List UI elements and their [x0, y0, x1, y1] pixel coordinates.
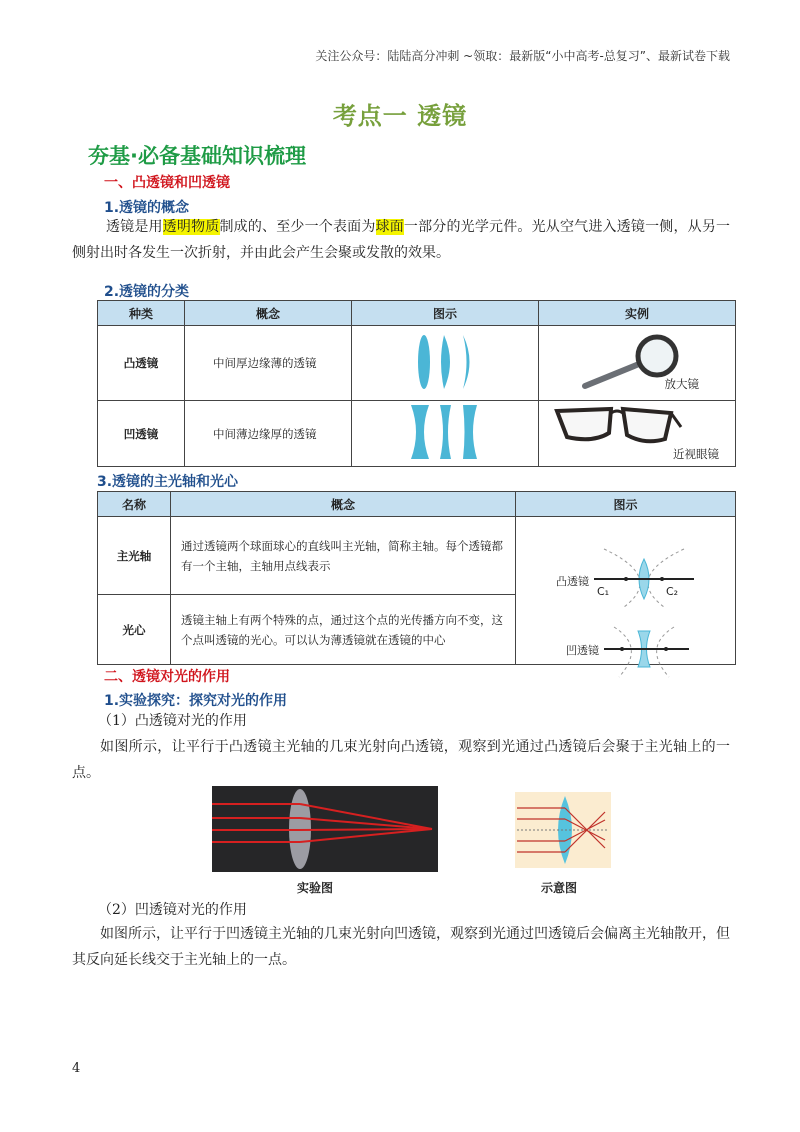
glasses-example: [539, 401, 736, 467]
lens-type-concept: 中间厚边缘薄的透镜: [185, 326, 352, 401]
optical-axis-diagram: [594, 547, 704, 687]
table-row: [98, 401, 736, 467]
caption-schematic: 示意图: [541, 881, 578, 895]
caption-experiment: 实验图: [297, 881, 334, 895]
classify-header: 概念: [185, 301, 352, 326]
fig-convex-label: 凸透镜: [556, 575, 589, 588]
classify-header: 种类: [98, 301, 185, 326]
lens-type-name: 凹透镜: [98, 401, 185, 467]
classify-heading: 2.透镜的分类: [104, 284, 190, 300]
concave-paragraph: 如图所示，让平行于凹透镜主光轴的几束光射向凹透镜，观察到光通过凹透镜后会偏离主光轴散开，但其反向延长线交于主光轴上的一点。: [72, 926, 730, 968]
axis-figure: [516, 517, 736, 665]
classify-table: [97, 300, 736, 467]
convex-paragraph: 如图所示，让平行于凸透镜主光轴的几束光射向凸透镜，观察到光通过凸透镜后会聚于主光轴上的一点。: [72, 739, 730, 781]
part1-heading: 一、凸透镜和凹透镜: [104, 175, 230, 191]
convex-lenses-icon: [400, 330, 490, 394]
table-row: [98, 517, 736, 595]
axis-header: 名称: [98, 492, 171, 517]
axis-term-name: 主光轴: [98, 517, 171, 595]
highlight-sphere: 球面: [375, 219, 404, 235]
table-row: [98, 326, 736, 401]
magnifier-example: [539, 326, 736, 401]
glasses-icon: [553, 405, 683, 451]
experiment-heading: 1.实验探究：探究对光的作用: [104, 693, 288, 709]
axis-header: 图示: [516, 492, 736, 517]
classify-header: 实例: [539, 301, 736, 326]
page-header: 关注公众号：陆陆高分冲刺 ~领取：最新版“小中高考-总复习”、最新试卷下载: [315, 49, 730, 63]
lens-type-name: 凸透镜: [98, 326, 185, 401]
convex-subheading: （1）凸透镜对光的作用: [98, 713, 247, 729]
convex-lens-figure: [352, 326, 539, 401]
fig-c1-label: C₁: [597, 585, 610, 598]
page-title: 考点一 透镜: [332, 102, 468, 130]
section-title: 夯基·必备基础知识梳理: [88, 144, 306, 168]
highlight-transparent-material: 透明物质: [162, 219, 220, 235]
lens-type-concept: 中间薄边缘厚的透镜: [185, 401, 352, 467]
example-label: 近视眼镜: [673, 447, 719, 461]
schematic-diagram: [515, 792, 611, 868]
page-number: 4: [72, 1061, 81, 1076]
axis-heading: 3.透镜的主光轴和光心: [97, 474, 239, 490]
concave-lens-figure: [352, 401, 539, 467]
example-label: 放大镜: [664, 377, 699, 391]
concave-lenses-icon: [395, 402, 495, 462]
fig-concave-label: 凹透镜: [566, 644, 599, 657]
concept-heading: 1.透镜的概念: [104, 200, 190, 216]
axis-term-concept: 通过透镜两个球面球心的直线叫主光轴，简称主轴。每个透镜都有一个主轴，主轴用点线表示: [171, 517, 516, 595]
axis-term-concept: 透镜主轴上有两个特殊的点，通过这个点的光传播方向不变，这个点叫透镜的光心。可以认为薄透镜就在透镜的中心: [171, 595, 516, 665]
axis-table: [97, 491, 736, 665]
part2-heading: 二、透镜对光的作用: [104, 669, 230, 685]
axis-header: 概念: [171, 492, 516, 517]
classify-header: 图示: [352, 301, 539, 326]
fig-c2-label: C₂: [666, 585, 679, 598]
experiment-photo: [212, 786, 438, 872]
axis-term-name: 光心: [98, 595, 171, 665]
concave-subheading: （2）凹透镜对光的作用: [98, 902, 247, 918]
concept-paragraph: 透镜是用透明物质制成的、至少一个表面为球面一部分的光学元件。光从空气进入透镜一侧，从另一侧射出时各发生一次折射，并由此会产生会聚或发散的效果。: [72, 219, 731, 261]
